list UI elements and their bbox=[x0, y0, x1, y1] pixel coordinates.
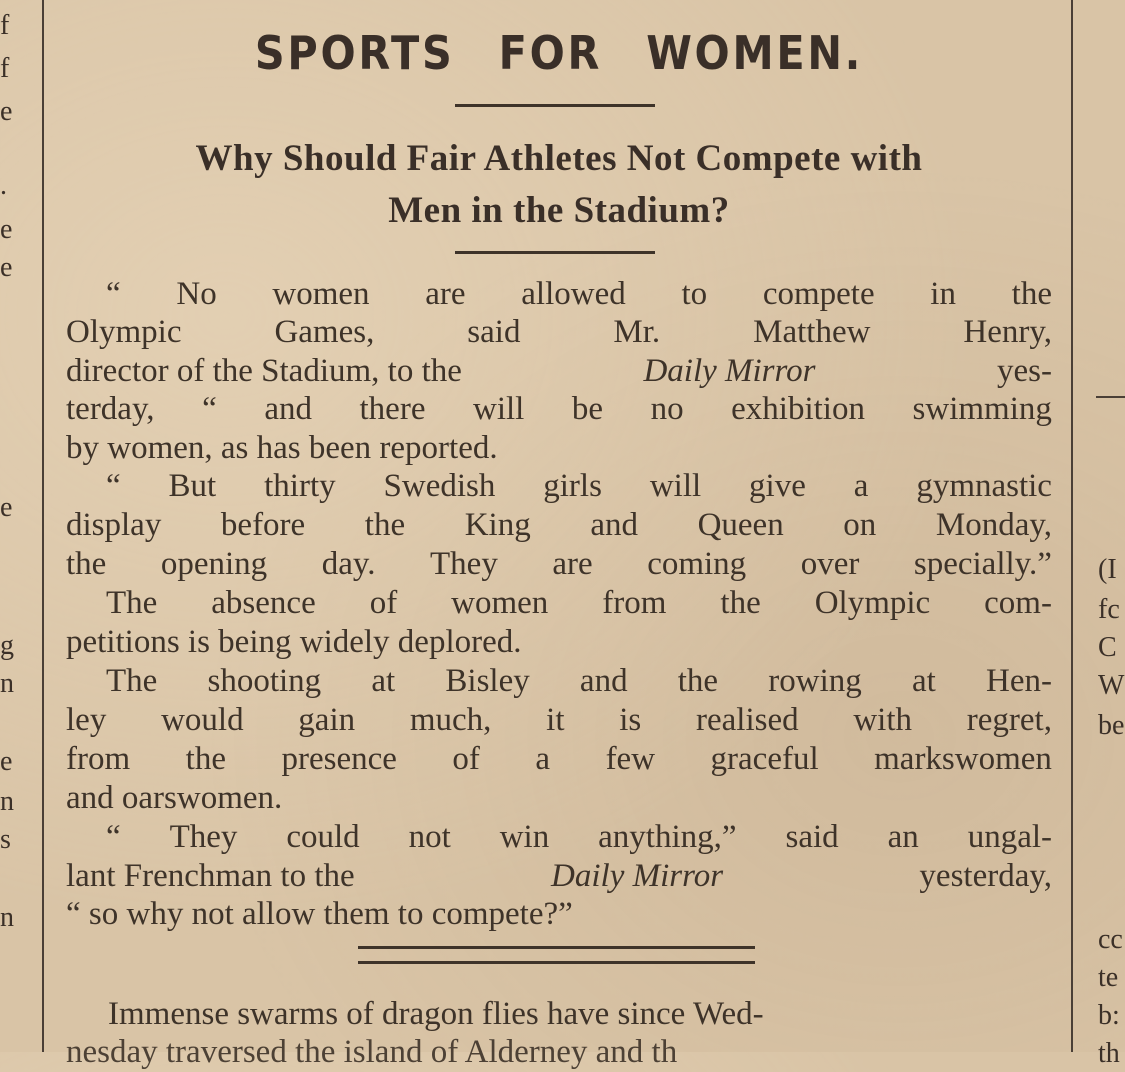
fragment-letter: s bbox=[0, 824, 11, 855]
column-rule-right bbox=[1071, 0, 1073, 1052]
body-line: by women, as has been reported. bbox=[66, 430, 498, 466]
body-line bbox=[66, 351, 1052, 391]
body-line: terday, “ and there will be no exhibition swimming bbox=[66, 391, 1052, 427]
fragment-letter: . bbox=[0, 170, 7, 201]
body-line bbox=[66, 856, 1052, 896]
column-rule-left bbox=[42, 0, 44, 1052]
fragment-letter: e bbox=[0, 214, 13, 245]
body-line: “ No women are allowed to compete in the bbox=[106, 276, 1052, 312]
body-line: the opening day. They are coming over specially.” bbox=[66, 546, 1052, 582]
publication-name: Daily Mirror bbox=[551, 858, 724, 894]
body-line: “ But thirty Swedish girls will give a gymnastic bbox=[106, 468, 1052, 504]
fragment-letter: C bbox=[1098, 632, 1117, 663]
fragment-letter: n bbox=[0, 786, 14, 817]
subheading-line: Why Should Fair Athletes Not Compete with bbox=[195, 138, 923, 179]
body-line: and oarswomen. bbox=[66, 780, 283, 816]
fragment-letter: fc bbox=[1098, 594, 1120, 625]
body-line: from the presence of a few graceful markswomen bbox=[66, 741, 1052, 777]
fragment-letter: n bbox=[0, 902, 14, 933]
body-line: The shooting at Bisley and the rowing at Hen- bbox=[106, 663, 1052, 699]
fragment-letter: e bbox=[0, 746, 13, 777]
body-line: “ so why not allow them to compete?” bbox=[66, 896, 573, 932]
fragment-letter: e bbox=[0, 96, 13, 127]
fragment-letter: te bbox=[1098, 962, 1119, 993]
section-divider-top bbox=[358, 946, 755, 949]
body-line: petitions is being widely deplored. bbox=[66, 624, 522, 660]
fragment-letter: g bbox=[0, 630, 14, 661]
body-line: display before the King and Queen on Monday, bbox=[66, 507, 1052, 543]
fragment-letter: cc bbox=[1098, 924, 1123, 955]
body-line: ley would gain much, it is realised with regret, bbox=[66, 702, 1052, 738]
fragment-letter: W bbox=[1098, 670, 1125, 701]
subheading bbox=[66, 133, 1052, 237]
fragment-letter: e bbox=[0, 492, 13, 523]
body-text: yes- bbox=[997, 353, 1052, 389]
body-line: “ They could not win anything,” said an ungal- bbox=[106, 819, 1052, 855]
section-divider-bottom bbox=[358, 961, 755, 964]
subheading-rule bbox=[455, 251, 655, 254]
body-line: The absence of women from the Olympic com- bbox=[106, 585, 1052, 621]
body-text: director of the Stadium, to the bbox=[66, 353, 462, 389]
publication-name: Daily Mirror bbox=[643, 353, 816, 389]
next-article-line: nesday traversed the island of Alderney and th bbox=[66, 1034, 678, 1070]
fragment-letter: e bbox=[0, 252, 13, 283]
body-text: yesterday, bbox=[919, 858, 1052, 894]
fragment-letter: (I bbox=[1098, 554, 1117, 585]
fragment-letter: th bbox=[1098, 1038, 1120, 1069]
body-line: Olympic Games, said Mr. Matthew Henry, bbox=[66, 314, 1052, 350]
headline: SPORTS FOR WOMEN. bbox=[254, 26, 864, 80]
right-column-rule-fragment bbox=[1096, 396, 1125, 398]
subheading-line: Men in the Stadium? bbox=[388, 190, 730, 231]
fragment-letter: be bbox=[1098, 710, 1125, 741]
fragment-letter: f bbox=[0, 10, 10, 41]
fragment-letter: f bbox=[0, 53, 10, 84]
next-article-line: Immense swarms of dragon flies have since Wed- bbox=[108, 996, 764, 1032]
headline-rule bbox=[455, 104, 655, 107]
body-text: lant Frenchman to the bbox=[66, 858, 355, 894]
fragment-letter: n bbox=[0, 668, 14, 699]
fragment-letter: b: bbox=[1098, 1000, 1120, 1031]
